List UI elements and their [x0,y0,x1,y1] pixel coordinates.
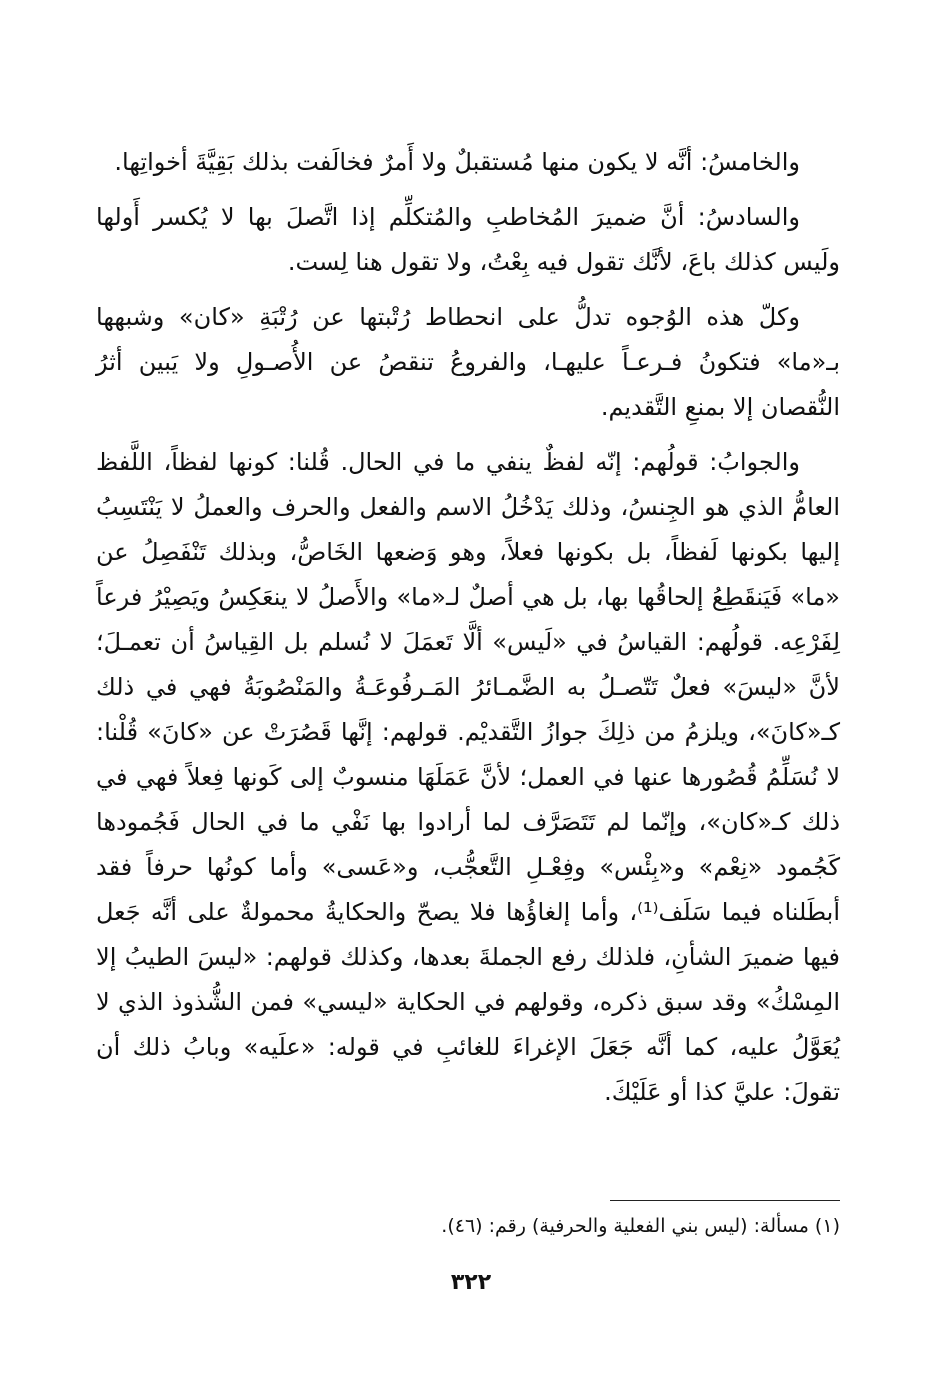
page-body [96,140,840,1125]
paragraph-summary: وكلّ هذه الوُجوه تدلُّ على انحطاط رُتْبتها عن رُتْبَةِ «كان» وشبهها بـ«ما» فتكونُ فـرعـاً عليهـا، والفروعُ تنقصُ عن الأُصـولِ ولا يَبين أثرُ النُّقصان إلا بمنعِ التَّقديم. [96,303,840,421]
footnote-divider [610,1200,840,1201]
footnote: (١) مسألة: (ليس بني الفعلية والحرفية) رقم: (٤٦). [441,1215,840,1237]
paragraph-sixth: والسادسُ: أنَّ ضميرَ المُخاطبِ والمُتكلِّم إذا اتَّصلَ بها لا يُكسر أَولها ولَيس كذلك باعَ، لأنَّك تقول فيه بِعْتُ، ولا تقول هنا لِست. [96,203,840,276]
paragraph-fifth: والخامسُ: أنَّه لا يكون منها مُستقبلٌ ولا أَمرٌ فخالَفت بذلك بَقِيَّةَ أخواتِها. [114,148,800,176]
paragraph-answer: والجوابُ: قولُهم: إنّه لفظٌ ينفي ما في الحال. قُلنا: كونها لفظاً، اللَّفظ العامُّ الذي هو الجِنسُ، وذلك يَدْخُلُ الاسم والفعل والحرف والعملُ لا يَنْتَسِبُ إليها بكونها لَفظاً، بل بكونها فعلاً، وهو وَضعها الخَاصُّ، وبذلك تَنْفَصِلُ عن «ما» فَيَنقَطِعُ إلحاقُها بها، بل هي أصلٌ لـ«ما» والأَصلُ لا ينعَكِسُ ويَصِيْرُ فرعاً لِفَرْعِه. قولُهم: القياسُ في «لَيس» ألَّا تَعمَلَ لا نُسلم بل القِياسُ أن تعمـلَ؛ لأنَّ «ليسَ» فعلٌ تَتّصـلُ به الضَّمـائرُ المَـرفُوعَـةُ والمَنْصُوبَةُ فهي في ذلك كـ«كانَ»، ويلزمُ من ذلِكَ جوازُ التَّقديْم. قولهم: إنَّها قَصُرَتْ عن «كانَ» قُلْنا: لا نُسَلِّمُ قُصُورها عنها في العمل؛ لأنَّ عَمَلَهَا منسوبٌ إلى كَونها فِعلاً فهي في ذلك كـ«كان»، وإنّما لم تَتَصَرَّف لما أرادوا بها نَفْي ما في الحال فَجُمودها كَجُمود «نِعْم» و«بِئْس» وفِعْـلِ التَّعجُّب، و«عَسى» وأما كونُها حرفاً فقد أبطَلناه فيما سَلَف⁽¹⁾، وأما إلغاؤُها فلا يصحّ والحكايةُ محمولةٌ على أنَّه جَعل فيها ضميرَ الشأنِ، فلذلك رفع الجملةَ بعدها، وكذلك قولهم: «ليسَ الطيبُ إلا المِسْكُ» وقد سبق ذكره، وقولهم في الحكاية «ليسي» فمن الشُّذوذ الذي لا يُعَوَّلُ عليه، كما أنَّه جَعَلَ الإغراءَ للغائبِ في قوله: «علَيه» وبابُ ذلك أن تقولَ: عليَّ كذا أو عَلَيْكَ. [96,448,841,1106]
page-number: ٣٢٢ [450,1270,492,1295]
